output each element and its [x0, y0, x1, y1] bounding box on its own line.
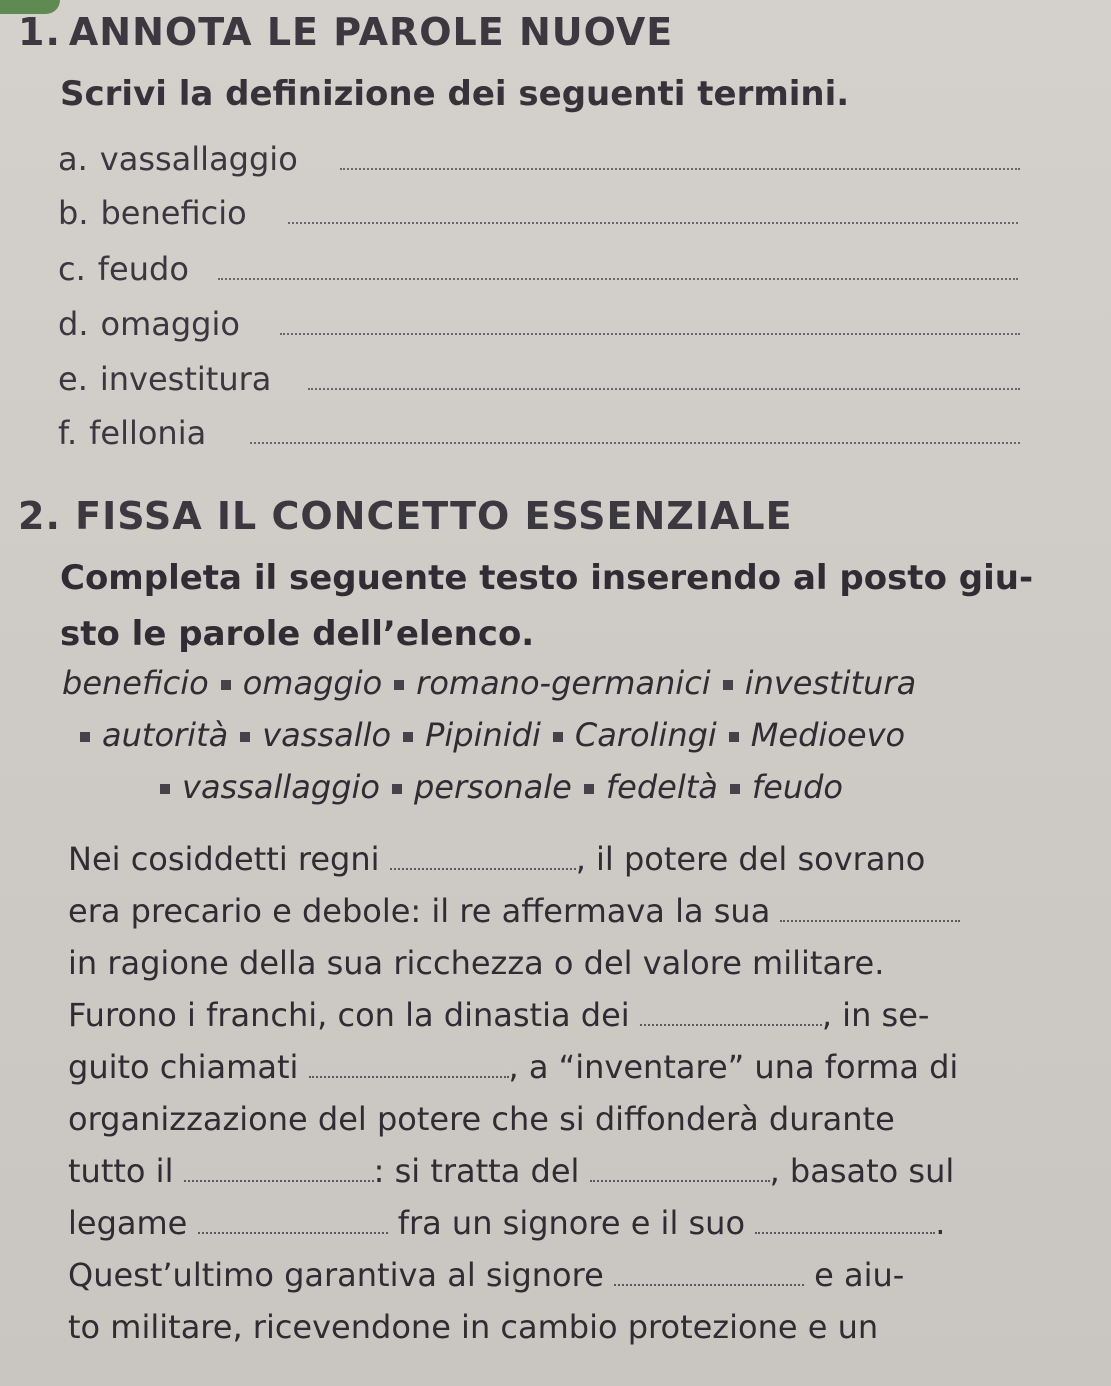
word-bank-row-1 [62, 664, 916, 702]
section-2-title: FISSA IL CONCETTO ESSENZIALE [75, 494, 793, 538]
answer-line-c[interactable] [218, 278, 1018, 280]
bullet-separator [80, 732, 90, 742]
fill-blank-6[interactable] [590, 1176, 770, 1182]
word-bank-item: Medioevo [750, 716, 906, 754]
section-1-heading [18, 10, 673, 54]
term-d: d. omaggio [58, 305, 240, 343]
paragraph-line-1: Nei cosiddetti regni , il potere del sovrano [68, 840, 926, 878]
section-1-instruction: Scrivi la definizione dei seguenti termini. [60, 74, 850, 114]
word-bank-item: romano-germanici [416, 664, 711, 702]
paragraph-line-10: to militare, ricevendone in cambio protezione e un [68, 1308, 879, 1346]
section-2-instruction-line-2: sto le parole dell’elenco. [60, 614, 535, 654]
bullet-separator [394, 680, 404, 690]
fill-blank-4[interactable] [309, 1072, 509, 1078]
term-c: c. feudo [58, 250, 189, 288]
bullet-separator [403, 732, 413, 742]
word-bank-item: vassallo [262, 716, 392, 754]
fill-blank-9[interactable] [614, 1280, 804, 1286]
answer-line-a[interactable] [340, 168, 1020, 170]
bullet-separator [584, 784, 594, 794]
answer-line-d[interactable] [280, 333, 1020, 335]
word-bank-item: Carolingi [574, 716, 717, 754]
word-bank-item: omaggio [242, 664, 383, 702]
paragraph-line-4: Furono i franchi, con la dinastia dei , in se- [68, 996, 930, 1034]
section-2-instruction-line-1: Completa il seguente testo inserendo al posto giu- [60, 558, 1034, 598]
fill-blank-3[interactable] [640, 1020, 822, 1026]
word-bank-item: beneficio [62, 664, 209, 702]
paragraph-line-6: organizzazione del potere che si diffonderà durante [68, 1100, 895, 1138]
paragraph-line-9: Quest’ultimo garantiva al signore e aiu- [68, 1256, 905, 1294]
section-2-heading [18, 494, 793, 538]
paragraph-line-2: era precario e debole: il re affermava la sua [68, 892, 960, 930]
fill-blank-5[interactable] [184, 1176, 374, 1182]
fill-blank-1[interactable] [390, 864, 576, 870]
bullet-separator [730, 784, 740, 794]
word-bank-item: fedeltà [605, 768, 718, 806]
section-1-title: ANNOTA LE PAROLE NUOVE [68, 10, 674, 54]
word-bank-item: Pipinidi [425, 716, 541, 754]
answer-line-f[interactable] [250, 442, 1020, 444]
section-1-number: 1. [18, 10, 61, 54]
fill-blank-7[interactable] [198, 1228, 388, 1234]
paragraph-line-5: guito chiamati , a “inventare” una forma di [68, 1048, 959, 1086]
bullet-separator [221, 680, 231, 690]
word-bank-item: vassallaggio [182, 768, 380, 806]
bullet-separator [553, 732, 563, 742]
term-e: e. investitura [58, 360, 272, 398]
bullet-separator [240, 732, 250, 742]
section-2-number: 2. [18, 494, 61, 538]
answer-line-b[interactable] [288, 222, 1018, 224]
paragraph-line-3: in ragione della sua ricchezza o del valore militare. [68, 944, 885, 982]
bullet-separator [392, 784, 402, 794]
word-bank-item: personale [413, 768, 572, 806]
fill-blank-2[interactable] [780, 916, 960, 922]
word-bank-row-2 [80, 716, 905, 754]
bullet-separator [160, 784, 170, 794]
word-bank-row-3 [160, 768, 843, 806]
term-b: b. beneficio [58, 194, 247, 232]
word-bank-item: investitura [744, 664, 917, 702]
term-a: a. vassallaggio [58, 140, 298, 178]
bullet-separator [729, 732, 739, 742]
bullet-separator [723, 680, 733, 690]
fill-blank-8[interactable] [755, 1228, 935, 1234]
word-bank-item: feudo [751, 768, 843, 806]
answer-line-e[interactable] [308, 388, 1020, 390]
paragraph-line-8: legame fra un signore e il suo . [68, 1204, 946, 1242]
term-f: f. fellonia [58, 414, 207, 452]
word-bank-item: autorità [102, 716, 229, 754]
paragraph-line-7: tutto il : si tratta del , basato sul [68, 1152, 955, 1190]
